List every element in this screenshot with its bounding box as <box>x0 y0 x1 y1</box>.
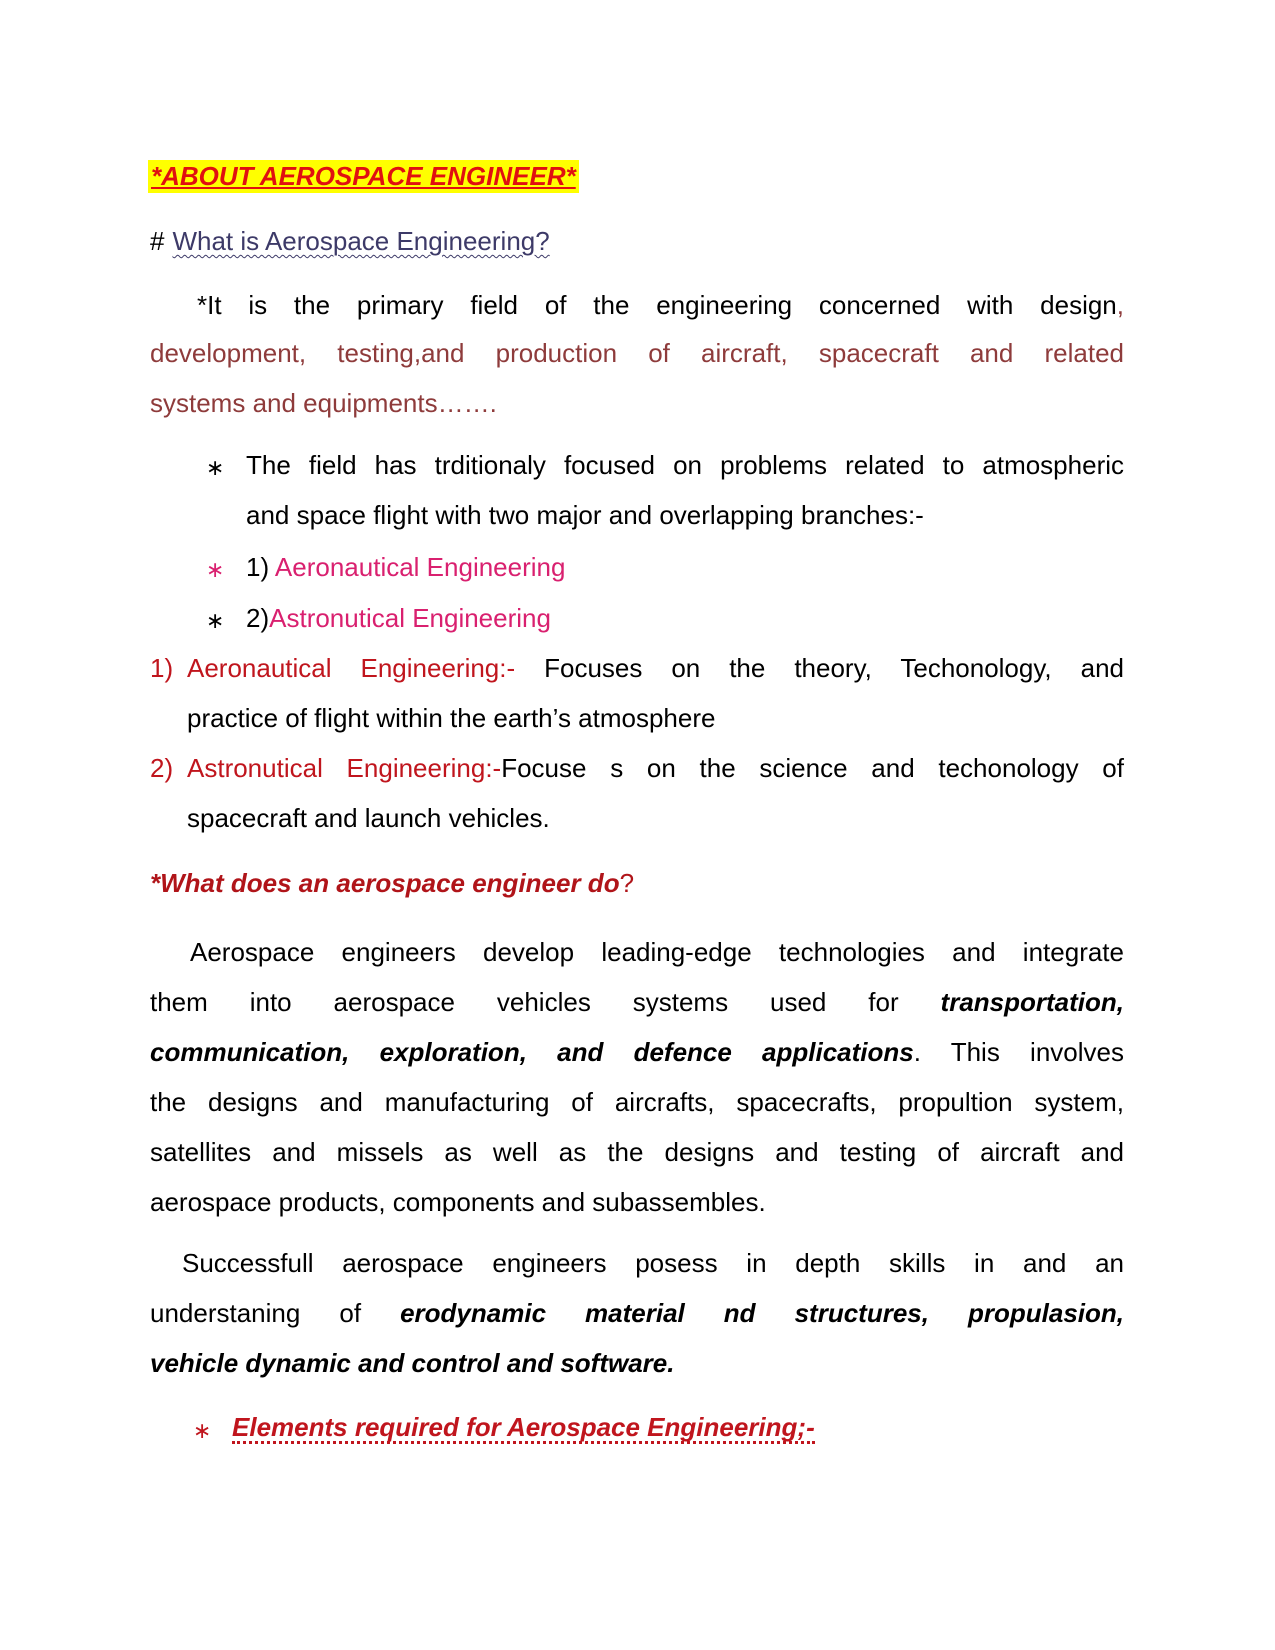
number-1: 1) <box>150 653 174 683</box>
para1-line-1: Aerospace engineers develop leading-edge technologies and integrate <box>190 937 1124 967</box>
bullet-1-line-2: and space flight with two major and overlapping branches:- <box>246 500 924 530</box>
bullet-1-line-1: The field has trditionaly focused on problems related to atmospheric <box>246 450 1124 480</box>
para2-line-3: vehicle dynamic and control and software. <box>150 1348 675 1378</box>
bullet-3: 2)Astronutical Engineering <box>246 603 551 633</box>
numbered-1-line-2: practice of flight within the earth’s atmosphere <box>187 703 716 733</box>
question-text: What is Aerospace Engineering? <box>172 226 550 256</box>
question-what-does-engineer-do: *What does an aerospace engineer do? <box>150 868 635 898</box>
bullet-star-icon: ∗ <box>206 455 225 480</box>
numbered-1-line-1: Aeronautical Engineering:- Focuses on the theory, Techonology, and <box>187 653 1124 683</box>
intro-line-2: development, testing,and production of aircraft, spacecraft and related <box>150 338 1124 368</box>
intro-line-1: *It is the primary field of the engineering concerned with design, <box>197 290 1124 320</box>
bullet-star-icon: ∗ <box>206 608 225 633</box>
para2-line-1: Successfull aerospace engineers posess in depth skills in and an <box>182 1248 1124 1278</box>
para1-line-2: them into aerospace vehicles systems used for transportation, <box>150 987 1124 1017</box>
para1-line-3: communication, exploration, and defence applications. This involves <box>150 1037 1124 1067</box>
para1-line-4: the designs and manufacturing of aircrafts, spacecrafts, propultion system, <box>150 1087 1124 1117</box>
intro-line-3: systems and equipments……. <box>150 388 497 418</box>
para2-line-2: understaning of erodynamic material nd structures, propulasion, <box>150 1298 1124 1328</box>
para1-line-5: satellites and missels as well as the designs and testing of aircraft and <box>150 1137 1124 1167</box>
para1-line-6: aerospace products, components and subassembles. <box>150 1187 766 1217</box>
numbered-2-line-1: Astronutical Engineering:-Focuse s on the science and techonology of <box>187 753 1124 783</box>
document-title: *ABOUT AEROSPACE ENGINEER* <box>148 160 579 193</box>
hash-symbol: # <box>150 226 165 256</box>
bullet-star-icon: ∗ <box>193 1418 212 1443</box>
elements-heading: Elements required for Aerospace Engineering;- <box>232 1412 815 1442</box>
number-2: 2) <box>150 753 174 783</box>
question-what-is-aerospace <box>150 226 1124 257</box>
numbered-2-line-2: spacecraft and launch vehicles. <box>187 803 550 833</box>
bullet-star-icon: ∗ <box>206 557 225 582</box>
bullet-2: 1) Aeronautical Engineering <box>246 552 566 582</box>
